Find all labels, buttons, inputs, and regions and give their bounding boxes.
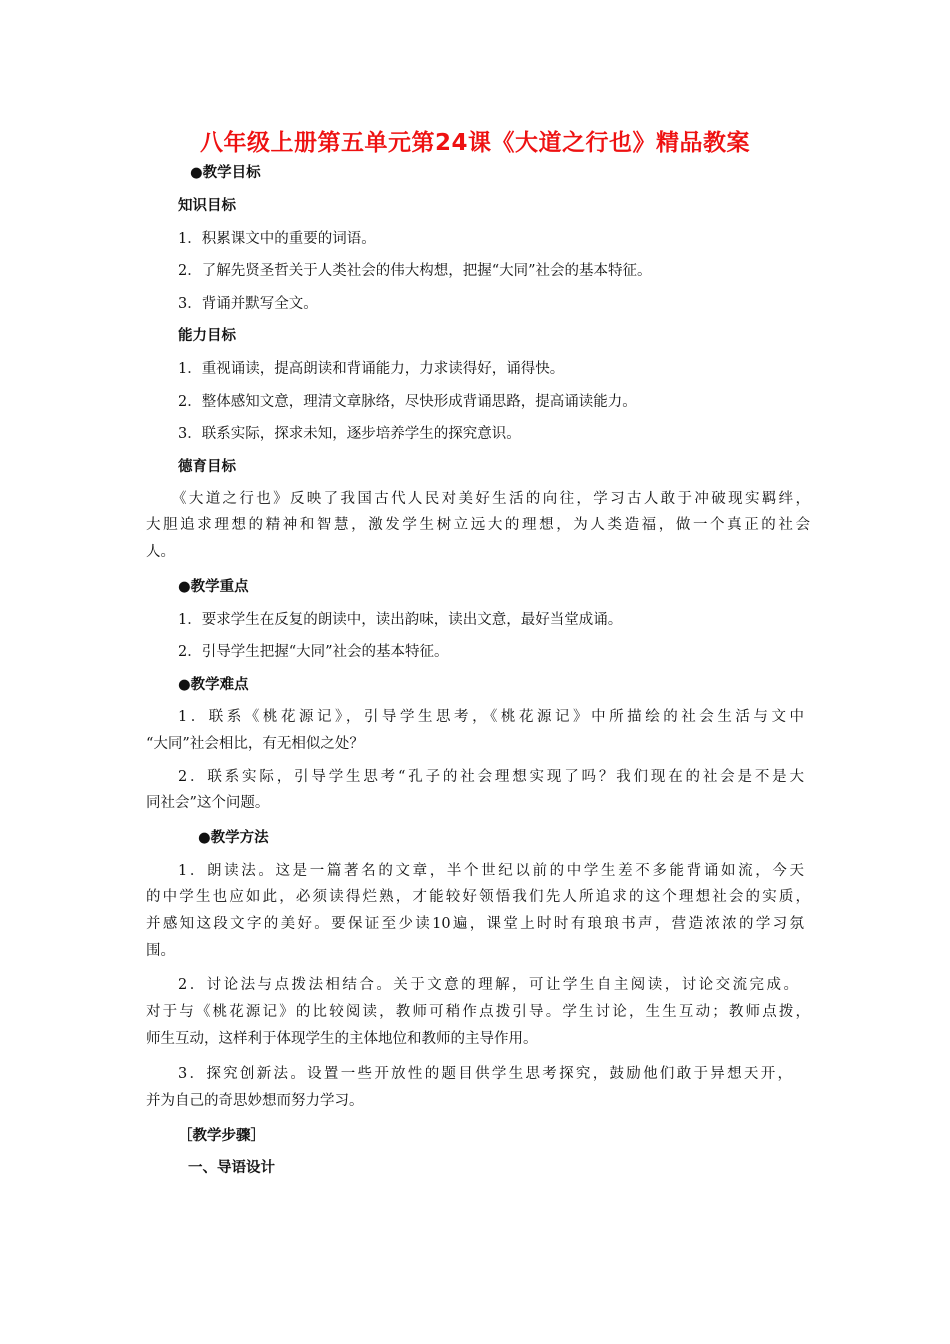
- method-line: 2．讨论法与点拨法相结合。关于文意的理解，可让学生自主阅读，讨论交流完成。: [178, 977, 798, 993]
- intro-heading: 一、导语设计: [188, 1160, 275, 1176]
- ability-item: 3．联系实际，探求未知，逐步培养学生的探究意识。: [178, 426, 521, 442]
- knowledge-heading: 知识目标: [178, 198, 236, 214]
- difficulty-line: 1．联系《桃花源记》，引导学生思考，《桃花源记》中所描绘的社会生活与文中: [178, 709, 804, 725]
- difficulties-heading: ●教学难点: [178, 677, 249, 693]
- ability-item: 2．整体感知文意，理清文章脉络，尽快形成背诵思路，提高诵读能力。: [178, 394, 637, 410]
- steps-heading: ［教学步骤］: [178, 1128, 265, 1144]
- key-point-item: 1．要求学生在反复的朗读中，读出韵味，读出文意，最好当堂成诵。: [178, 612, 623, 628]
- method-line: 3．探究创新法。设置一些开放性的题目供学生思考探究，鼓励他们敢于异想天开，: [178, 1066, 792, 1082]
- knowledge-item: 3．背诵并默写全文。: [178, 296, 318, 312]
- method-line: 1．朗读法。这是一篇著名的文章，半个世纪以前的中学生差不多能背诵如流，今天: [178, 863, 804, 879]
- key-point-item: 2．引导学生把握“大同”社会的基本特征。: [178, 644, 449, 660]
- moral-paragraph-line: 大胆追求理想的精神和智慧，激发学生树立远大的理想，为人类造福，做一个真正的社会: [146, 517, 810, 533]
- methods-heading: ●教学方法: [198, 830, 269, 846]
- method-line: 的中学生也应如此，必须读得烂熟，才能较好领悟我们先人所追求的这个理想社会的实质，: [146, 889, 810, 905]
- moral-heading: 德育目标: [178, 459, 236, 475]
- moral-paragraph-line: 人。: [146, 544, 175, 560]
- difficulty-line: “大同”社会相比，有无相似之处？: [146, 736, 364, 752]
- method-line: 并感知这段文字的美好。要保证至少读10遍，课堂上时时有琅琅书声，营造浓浓的学习氛: [146, 916, 804, 932]
- difficulty-line: 同社会”这个问题。: [146, 795, 270, 811]
- knowledge-item: 1．积累课文中的重要的词语。: [178, 231, 376, 247]
- method-line: 并为自己的奇思妙想而努力学习。: [146, 1093, 364, 1109]
- ability-heading: 能力目标: [178, 328, 236, 344]
- difficulty-line: 2．联系实际，引导学生思考“孔子的社会理想实现了吗？我们现在的社会是不是大: [178, 769, 804, 785]
- key-points-heading: ●教学重点: [178, 579, 249, 595]
- method-line: 师生互动，这样利于体现学生的主体地位和教师的主导作用。: [146, 1031, 538, 1047]
- knowledge-item: 2．了解先贤圣哲关于人类社会的伟大构想，把握“大同”社会的基本特征。: [178, 263, 652, 279]
- document-title: 八年级上册第五单元第24课《大道之行也》精品教案: [199, 130, 750, 156]
- method-line: 对于与《桃花源记》的比较阅读，教师可稍作点拨引导。学生讨论，生生互动；教师点拨，: [146, 1004, 810, 1020]
- objectives-heading: ●教学目标: [190, 165, 261, 181]
- moral-paragraph-line: 《大道之行也》反映了我国古代人民对美好生活的向往，学习古人敢于冲破现实羁绊，: [172, 491, 810, 507]
- ability-item: 1．重视诵读，提高朗读和背诵能力，力求读得好，诵得快。: [178, 361, 565, 377]
- method-line: 围。: [146, 943, 175, 959]
